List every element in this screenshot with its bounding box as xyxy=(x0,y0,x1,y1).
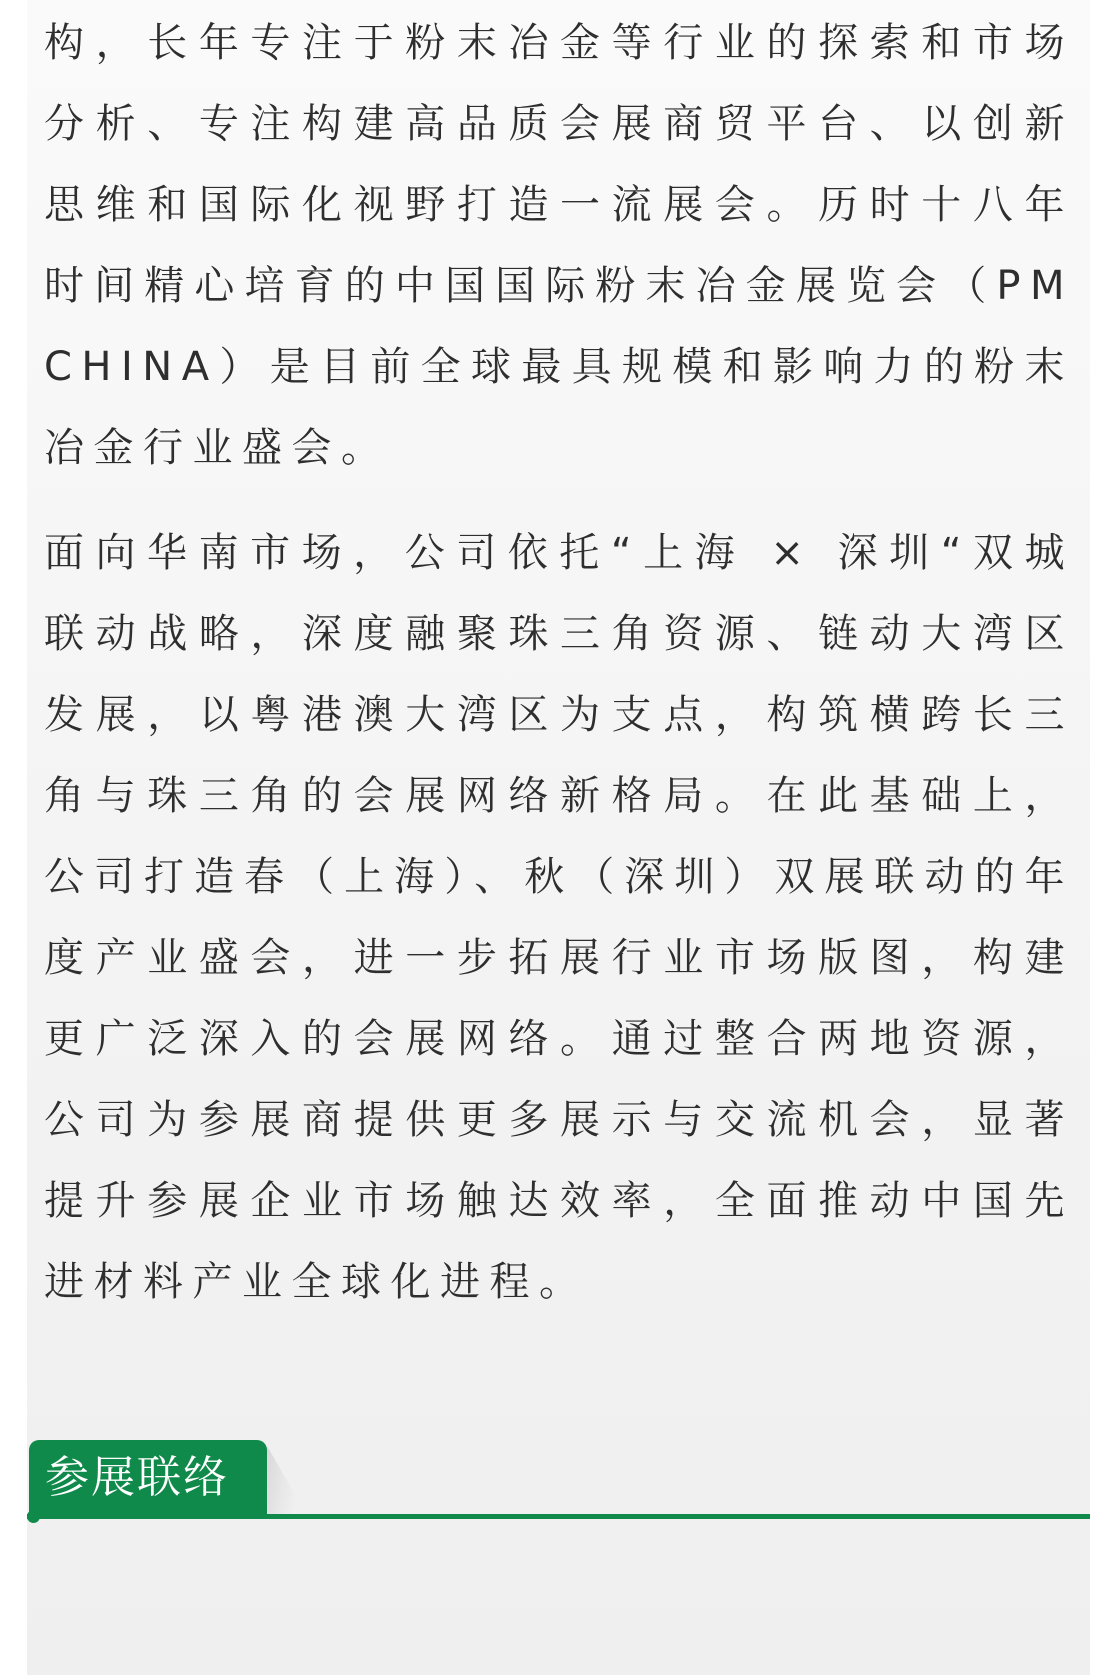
section-divider-line xyxy=(27,1514,1090,1519)
section-heading-tab: 参展联络 xyxy=(29,1440,267,1515)
south-china-paragraph: 面向华南市场，公司依托“上海 × 深圳“双城联动战略，深度融聚珠三角资源、链动大湾区发展，以粤港澳大湾区为支点，构筑横跨长三角与珠三角的会展网络新格局。在此基础上，公司打造春（上海）、秋（深圳）双展联动的年度产业盛会，进一步拓展行业市场版图，构建更广泛深入的会展网络。通过整合两地资源，公司为参展商提供更多展示与交流机会，显著提升参展企业市场触达效率，全面推动中国先进材料产业全球化进程。 xyxy=(44,530,1074,1305)
heading-tab-shadow xyxy=(267,1446,307,1515)
section-heading xyxy=(27,1440,1090,1530)
intro-paragraph: 构，长年专注于粉末冶金等行业的探索和市场分析、专注构建高品质会展商贸平台、以创新思维和国际化视野打造一流展会。历时十八年时间精心培育的中国国际粉末冶金展览会（PM CHINA）是目前全球最具规模和影响力的粉末冶金行业盛会。 xyxy=(44,20,1074,471)
section-divider-dot xyxy=(27,1510,40,1523)
